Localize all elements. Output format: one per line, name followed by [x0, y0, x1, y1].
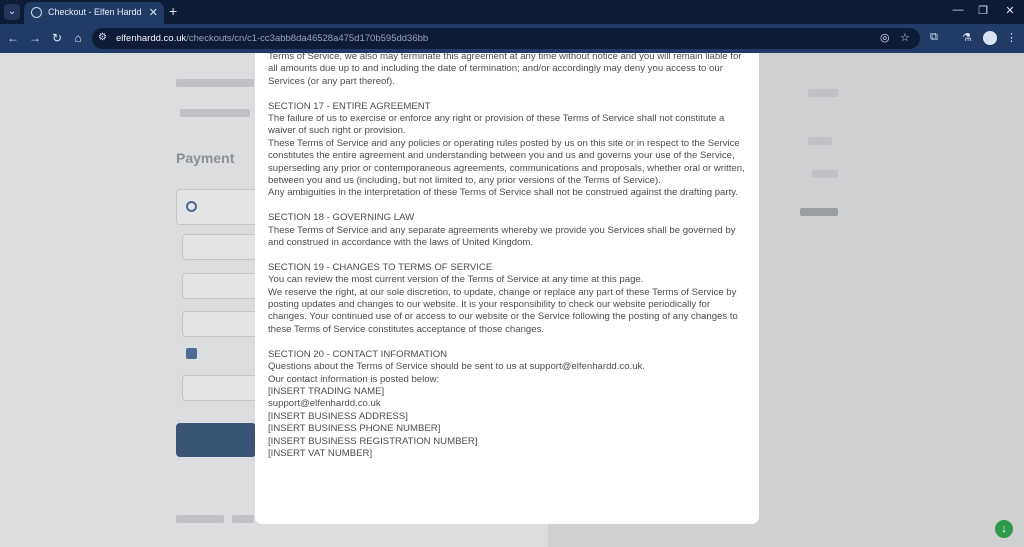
- tab-checkout[interactable]: [24, 2, 164, 24]
- name-on-card-field[interactable]: [182, 311, 258, 337]
- home-icon[interactable]: ⌂: [74, 31, 82, 45]
- section-17-title: SECTION 17 - ENTIRE AGREEMENT: [268, 100, 431, 112]
- contact-email: support@elfenhardd.co.uk: [268, 398, 381, 410]
- contact-address: [INSERT BUSINESS ADDRESS]: [268, 410, 408, 422]
- address-bar[interactable]: [92, 28, 920, 49]
- tab-close-icon[interactable]: ✕: [148, 7, 158, 19]
- terms-line: Our contact information is posted below:: [268, 373, 440, 385]
- browser-toolbar: [0, 24, 1024, 53]
- tab-search-chevron-icon[interactable]: ⌄: [4, 4, 20, 20]
- credit-card-radio[interactable]: [186, 201, 197, 212]
- new-tab-plus-icon[interactable]: +: [169, 3, 178, 19]
- contact-vat: [INSERT VAT NUMBER]: [268, 447, 373, 459]
- contact-registration: [INSERT BUSINESS REGISTRATION NUMBER]: [268, 435, 478, 447]
- terms-line: superseding any prior or contemporaneous agreements, communications and proposals, whether oral or written,: [268, 162, 745, 174]
- terms-line: You can review the most current version of the Terms of Service at any time at this page.: [268, 274, 644, 286]
- terms-line: These Terms of Service and any separate agreements whereby we provide you Services shall be governed by: [268, 224, 736, 236]
- more-menu-icon[interactable]: ⋮: [1006, 32, 1017, 44]
- section-19-title: SECTION 19 - CHANGES TO TERMS OF SERVICE: [268, 261, 493, 273]
- download-status-icon[interactable]: ↓: [995, 520, 1013, 538]
- summary-subtotal: [812, 170, 838, 178]
- terms-line: These Terms of Service and any policies or operating rules posted by us on this site or in respect to the Service: [268, 137, 740, 149]
- back-arrow-icon[interactable]: ←: [7, 31, 19, 45]
- restore-icon[interactable]: ❐: [978, 5, 988, 17]
- terms-line: We reserve the right, at our sole discretion, to update, change or replace any part of these Terms of Service by: [268, 286, 737, 298]
- expiration-date-field[interactable]: [182, 273, 258, 299]
- tab-title: Checkout - Elfen Hardd: [48, 7, 142, 17]
- terms-line: changes. Your continued use of or access to our website or the Service following the posting of any changes to: [268, 311, 738, 323]
- payment-heading: Payment: [176, 150, 235, 166]
- bookmark-star-icon[interactable]: ☆: [900, 32, 910, 44]
- pay-now-button[interactable]: [176, 423, 256, 457]
- terms-line: these Terms of Service constitutes acceptance of those changes.: [268, 323, 545, 335]
- favicon-icon: [31, 7, 42, 18]
- terms-line: and construed in accordance with the laws of United Kingdom.: [268, 237, 534, 249]
- contact-phone: [INSERT BUSINESS PHONE NUMBER]: [268, 423, 441, 435]
- terms-line: Any ambiguities in the interpretation of these Terms of Service shall not be construed against the drafting party.: [268, 187, 738, 199]
- profile-avatar-icon[interactable]: [983, 31, 997, 45]
- shipping-policy-link[interactable]: [232, 515, 254, 523]
- reload-icon[interactable]: ↻: [51, 31, 63, 45]
- labs-flask-icon[interactable]: ⚗: [962, 32, 972, 44]
- site-info-icon[interactable]: ⚙: [98, 32, 107, 43]
- refund-policy-link[interactable]: [176, 515, 224, 523]
- terms-line: The failure of us to exercise or enforce any right or provision of these Terms of Service shall not constitute a: [268, 113, 725, 125]
- terms-line: posting updates and changes to our website. It is your responsibility to check our website periodically for: [268, 299, 711, 311]
- terms-line: between you and us (including, but not limited to, any prior versions of the Terms of Service).: [268, 175, 661, 187]
- url-text[interactable]: [116, 33, 428, 44]
- terms-line: Services (or any part thereof).: [268, 75, 395, 87]
- terms-line: waiver of such right or provision.: [268, 125, 406, 137]
- browser-tab-bar: [0, 0, 1024, 24]
- summary-total: [800, 208, 838, 216]
- section-18-title: SECTION 18 - GOVERNING LAW: [268, 212, 415, 224]
- terms-line: Terms of Service, we also may terminate this agreement at any time without notice and you will remain liable for: [268, 53, 742, 62]
- shipping-method-label: [176, 79, 254, 87]
- extensions-icon[interactable]: ⧉: [930, 31, 938, 43]
- shipping-method-placeholder: [180, 109, 250, 117]
- eye-off-icon[interactable]: ◎: [880, 32, 890, 44]
- minimize-icon[interactable]: —: [952, 4, 964, 16]
- billing-address-checkbox[interactable]: [186, 348, 197, 359]
- secondary-option[interactable]: [182, 375, 258, 401]
- terms-content: [268, 53, 746, 460]
- terms-line: all amounts due up to and including the date of termination; and/or accordingly may deny you access to our: [268, 63, 723, 75]
- terms-line: Questions about the Terms of Service should be sent to us at support@elfenhardd.co.uk.: [268, 361, 646, 373]
- card-number-field[interactable]: [182, 234, 258, 260]
- terms-of-service-modal: [255, 53, 759, 524]
- section-20-title: SECTION 20 - CONTACT INFORMATION: [268, 348, 448, 360]
- terms-line: constitutes the entire agreement and understanding between you and us and governs your use of the Service,: [268, 150, 735, 162]
- window-close-icon[interactable]: ✕: [1005, 5, 1015, 17]
- contact-trading-name: [INSERT TRADING NAME]: [268, 385, 385, 397]
- url-path: /checkouts/cn/c1-cc3abb8da46528a475d170b595dd36bb: [186, 33, 429, 44]
- forward-arrow-icon[interactable]: →: [29, 31, 41, 45]
- summary-price-1: [808, 89, 838, 97]
- url-domain: elfenhardd.co.uk: [116, 33, 187, 44]
- summary-apply-button[interactable]: [808, 137, 832, 145]
